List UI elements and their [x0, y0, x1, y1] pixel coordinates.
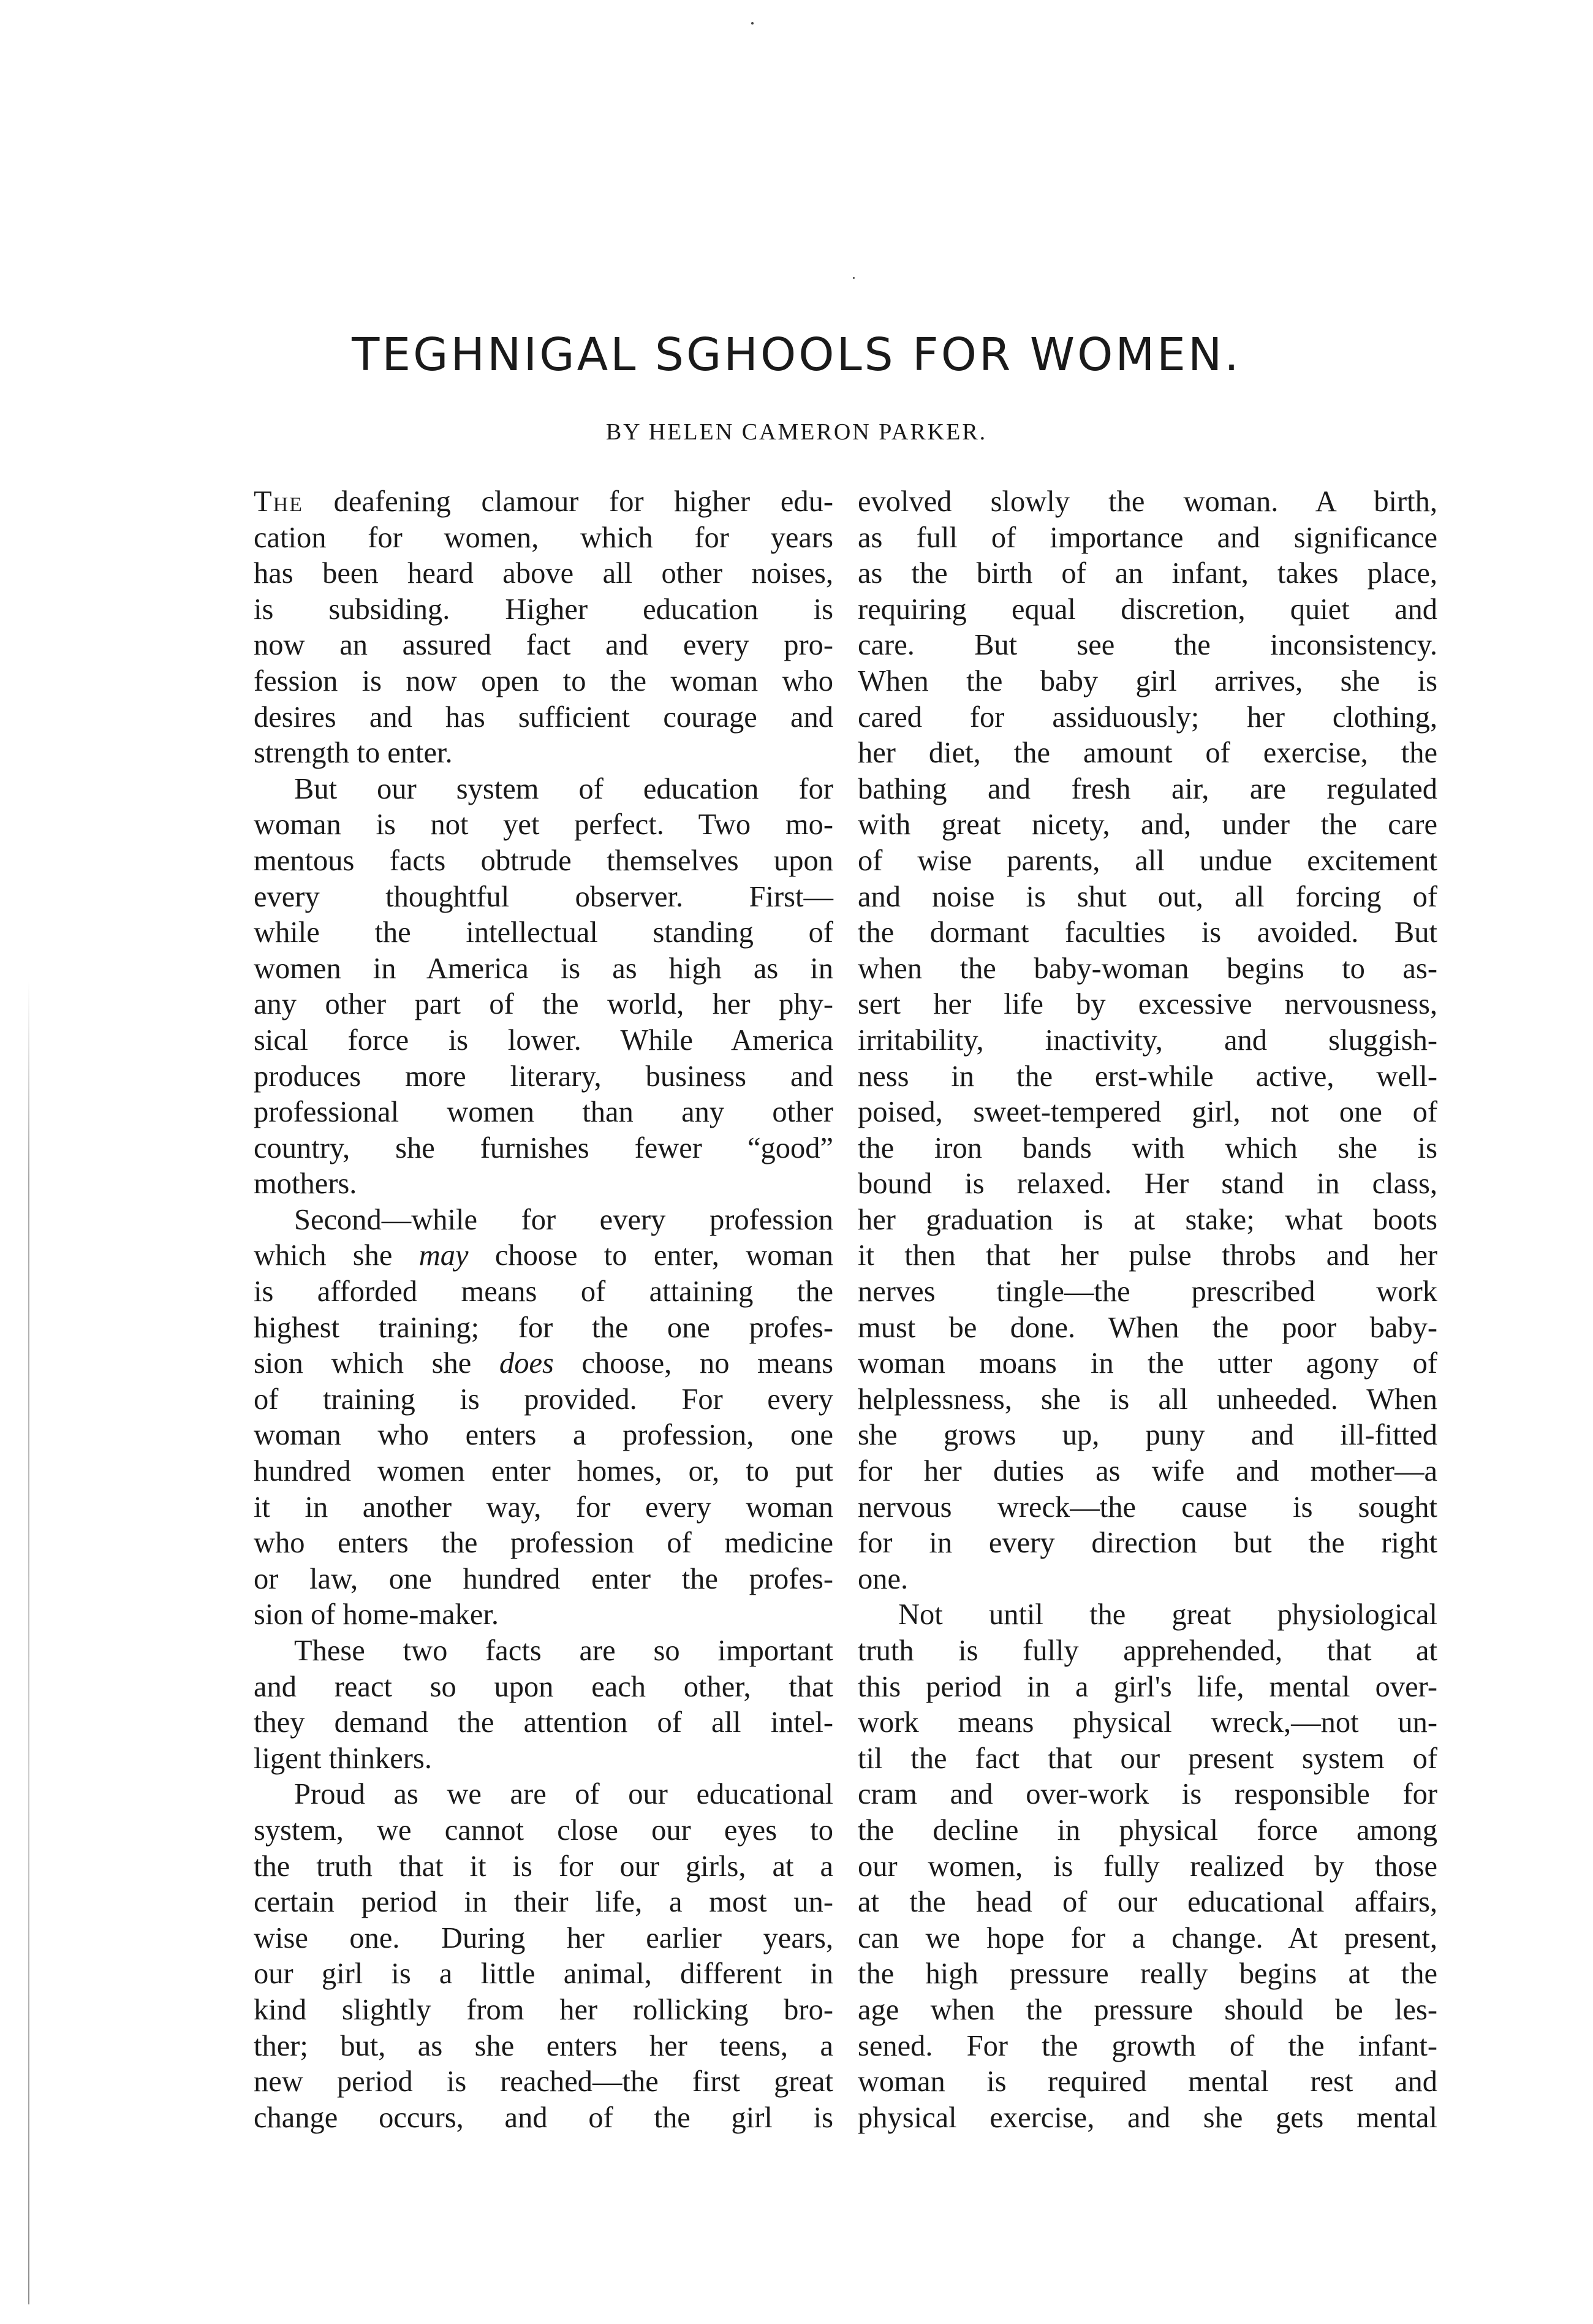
text-line: which she may choose to enter, woman [254, 1239, 833, 1272]
text-line: can we hope for a change. At present, [858, 1921, 1437, 1954]
text-line: care. But see the inconsistency. [858, 629, 1437, 662]
text-line: ther; but, as she enters her teens, a [254, 2029, 833, 2062]
text-line: is afforded means of attaining the [254, 1275, 833, 1308]
text-line: certain period in their life, a most un- [254, 1886, 833, 1919]
text-line: mentous facts obtrude themselves upon [254, 844, 833, 877]
text-line: produces more literary, business and [254, 1060, 833, 1093]
text-line: at the head of our educational affairs, [858, 1886, 1437, 1919]
text-line: ligent thinkers. [254, 1742, 432, 1775]
text-line: and noise is shut out, all forcing of [858, 880, 1437, 913]
text-line: when the baby-woman begins to as- [858, 952, 1437, 985]
text-line: nervous wreck—the cause is sought [858, 1490, 1437, 1524]
text-line: strength to enter. [254, 737, 453, 770]
text-line: the truth that it is for our girls, at a [254, 1850, 833, 1883]
text-line: cared for assiduously; her clothing, [858, 701, 1437, 734]
text-line: But our system of education for [294, 772, 833, 805]
text-line: has been heard above all other noises, [254, 557, 833, 590]
text-line: ness in the erst-while active, well- [858, 1060, 1437, 1093]
text-line: country, she furnishes fewer “good” [254, 1131, 833, 1164]
text-line: her diet, the amount of exercise, the [858, 737, 1437, 770]
text-line: it then that her pulse throbs and her [858, 1239, 1437, 1272]
text-line: desires and has sufficient courage and [254, 701, 833, 734]
text-line: women in America is as high as in [254, 952, 833, 985]
right-text-column [858, 484, 1437, 2136]
text-line: sion which she does choose, no means [254, 1347, 833, 1380]
text-line: every thoughtful observer. First— [254, 880, 833, 913]
text-line: These two facts are so important [294, 1635, 833, 1667]
text-line: it in another way, for every woman [254, 1490, 833, 1524]
text-line: Second—while for every profession [294, 1203, 833, 1236]
text-line: our girl is a little animal, different in [254, 1958, 833, 1991]
text-line: kind slightly from her rollicking bro- [254, 1993, 833, 2026]
text-line: Not until the great physiological [898, 1598, 1437, 1631]
text-line: who enters the profession of medicine [254, 1527, 833, 1560]
text-line: nerves tingle—the prescribed work [858, 1275, 1437, 1308]
text-line: for her duties as wife and mother—a [858, 1455, 1437, 1488]
text-line: change occurs, and of the girl is [254, 2101, 833, 2134]
text-line: highest training; for the one profes- [254, 1311, 833, 1344]
text-line: Proud as we are of our educational [294, 1778, 833, 1811]
text-line: woman who enters a profession, one [254, 1419, 833, 1452]
text-line: helplessness, she is all unheeded. When [858, 1383, 1437, 1416]
text-line: must be done. When the poor baby- [858, 1311, 1437, 1344]
text-line: of wise parents, all undue excitement [858, 844, 1437, 877]
text-line: her graduation is at stake; what boots [858, 1203, 1437, 1236]
text-line: new period is reached—the first great [254, 2065, 833, 2098]
text-line: cation for women, which for years [254, 521, 833, 554]
text-line: the dormant faculties is avoided. But [858, 916, 1437, 949]
text-line: she grows up, puny and ill-fitted [858, 1419, 1437, 1452]
text-line: the high pressure really begins at the [858, 1958, 1437, 1991]
text-line: woman is not yet perfect. Two mo- [254, 808, 833, 841]
text-line: our women, is fully realized by those [858, 1850, 1437, 1883]
text-line: The deafening clamour for higher edu- [254, 485, 833, 518]
text-line: is subsiding. Higher education is [254, 593, 833, 626]
text-line: with great nicety, and, under the care [858, 808, 1437, 841]
text-line: requiring equal discretion, quiet and [858, 593, 1437, 626]
text-line: the decline in physical force among [858, 1813, 1437, 1847]
text-line: system, we cannot close our eyes to [254, 1813, 833, 1847]
text-line: sical force is lower. While America [254, 1023, 833, 1057]
text-line: sened. For the growth of the infant- [858, 2029, 1437, 2062]
article-byline: BY HELEN CAMERON PARKER. [605, 419, 988, 445]
text-line: poised, sweet-tempered girl, not one of [858, 1096, 1437, 1129]
article-title: TEGHNIGAL SGHOOLS FOR WOMEN. [352, 328, 1241, 381]
text-line: wise one. During her earlier years, [254, 1921, 833, 1954]
text-line: they demand the attention of all intel- [254, 1706, 833, 1739]
text-line: of training is provided. For every [254, 1383, 833, 1416]
text-line: the iron bands with which she is [858, 1131, 1437, 1164]
text-line: professional women than any other [254, 1096, 833, 1129]
binding-edge [28, 981, 29, 2304]
print-speck [853, 277, 855, 279]
text-line: as the birth of an infant, takes place, [858, 557, 1437, 590]
text-line: hundred women enter homes, or, to put [254, 1455, 833, 1488]
text-line: age when the pressure should be les- [858, 1993, 1437, 2026]
text-line: irritability, inactivity, and sluggish- [858, 1023, 1437, 1057]
text-line: any other part of the world, her phy- [254, 988, 833, 1021]
text-line: til the fact that our present system of [858, 1742, 1437, 1775]
text-line: for in every direction but the right [858, 1527, 1437, 1560]
print-speck [751, 22, 754, 25]
text-line: or law, one hundred enter the profes- [254, 1562, 833, 1595]
text-line: and react so upon each other, that [254, 1670, 833, 1703]
text-line: now an assured fact and every pro- [254, 629, 833, 662]
text-line: this period in a girl's life, mental over- [858, 1670, 1437, 1703]
text-line: bound is relaxed. Her stand in class, [858, 1168, 1437, 1201]
text-line: fession is now open to the woman who [254, 664, 833, 697]
text-line: as full of importance and significance [858, 521, 1437, 554]
text-line: woman moans in the utter agony of [858, 1347, 1437, 1380]
text-line: truth is fully apprehended, that at [858, 1635, 1437, 1667]
text-line: When the baby girl arrives, she is [858, 664, 1437, 697]
text-line: physical exercise, and she gets mental [858, 2101, 1437, 2134]
text-line: mothers. [254, 1168, 357, 1201]
text-line: sert her life by excessive nervousness, [858, 988, 1437, 1021]
text-line: work means physical wreck,—not un- [858, 1706, 1437, 1739]
text-line: bathing and fresh air, are regulated [858, 772, 1437, 805]
text-line: sion of home-maker. [254, 1598, 499, 1631]
left-text-column [254, 484, 833, 2136]
text-line: one. [858, 1562, 909, 1595]
text-line: woman is required mental rest and [858, 2065, 1437, 2098]
text-line: cram and over-work is responsible for [858, 1778, 1437, 1811]
text-line: while the intellectual standing of [254, 916, 833, 949]
text-line: evolved slowly the woman. A birth, [858, 485, 1437, 518]
